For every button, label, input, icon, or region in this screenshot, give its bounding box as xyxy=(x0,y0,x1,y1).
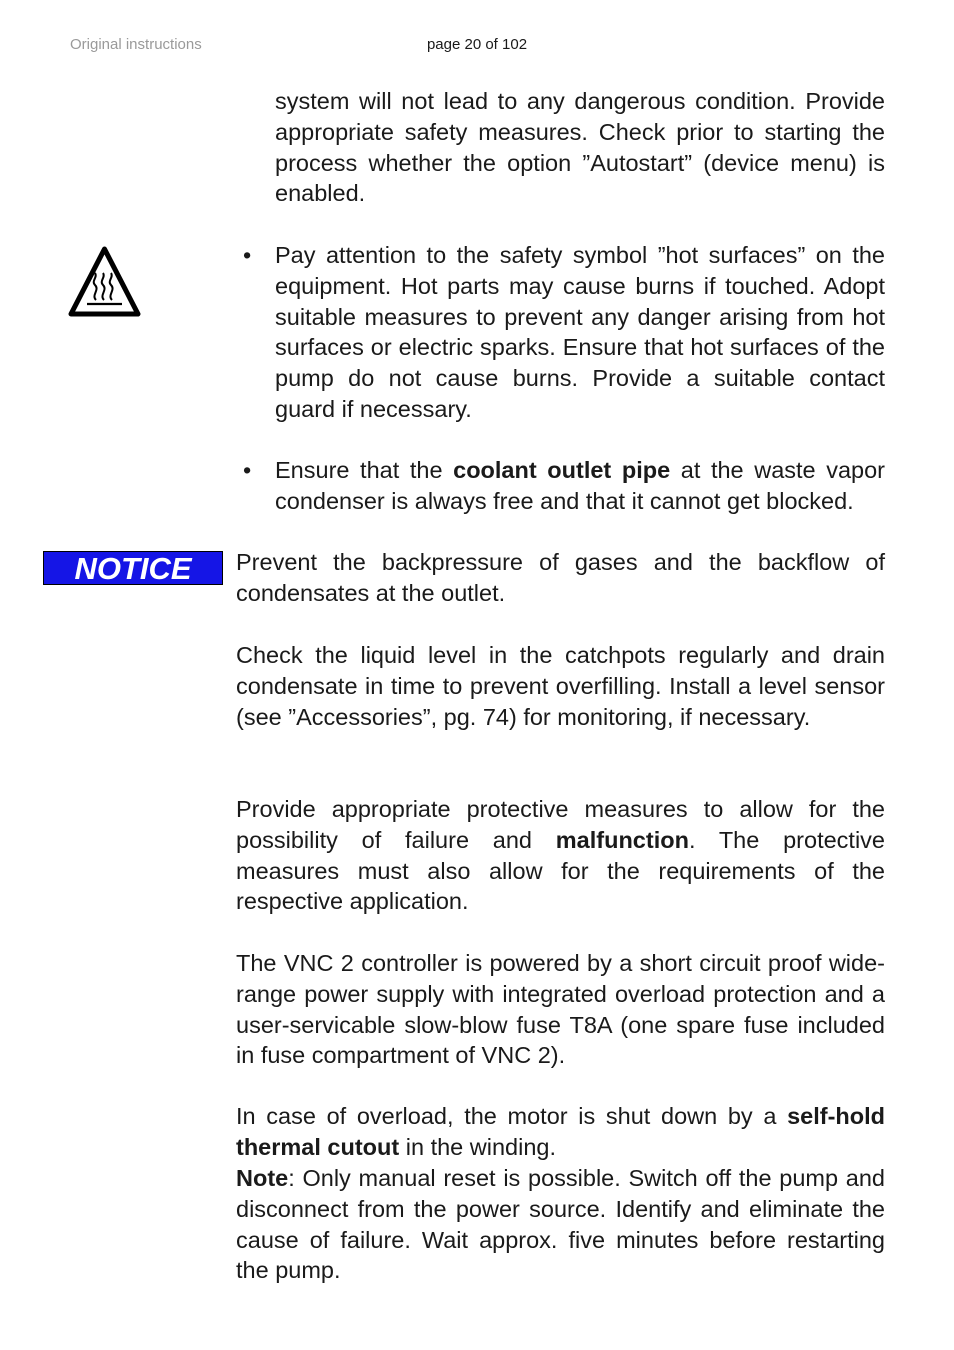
paragraph-hot-surfaces xyxy=(275,240,885,425)
paragraph-coolant-outlet xyxy=(275,455,885,517)
text-segment: . The protective measures must also allow for the requirements of the respective application. xyxy=(236,826,885,915)
text-segment: Provide appropriate protective measures to allow for the possibility of failure and xyxy=(236,796,885,853)
bullet-marker: • xyxy=(243,242,252,268)
text-segment: In case of overload, the motor is shut down by a xyxy=(236,1103,788,1129)
header-document-label: Original instructions xyxy=(70,36,202,53)
paragraph-liquid-level xyxy=(236,640,885,732)
hot-surface-warning-icon xyxy=(67,244,142,319)
text-segment: at the waste vapor condenser is always free and that it cannot get blocked. xyxy=(275,457,885,514)
header-page-number: page 20 of 102 xyxy=(426,36,528,53)
bold-text-segment: malfunction xyxy=(555,826,689,853)
bullet-marker: • xyxy=(243,457,252,483)
text-segment: Ensure that the xyxy=(275,457,454,483)
paragraph-overload xyxy=(236,1101,885,1163)
bold-text-segment: Note xyxy=(236,1165,289,1191)
text-segment: : Only manual reset is possible. Switch off the pump and disconnect from the power source. Identify and eliminate the cause of failure. Wait approx. five minutes before restarting the pump. xyxy=(236,1165,885,1284)
paragraph-backpressure xyxy=(236,547,885,609)
text-segment: in the winding. xyxy=(399,1133,556,1160)
paragraph-autostart xyxy=(275,86,885,209)
paragraph-vnc2-controller xyxy=(236,948,885,1071)
text-segment: Pay attention to the safety symbol ”hot surfaces” on the equipment. Hot parts may cause burns if touched. Adopt suitable measures to prevent any danger arising from hot surfaces or electric sparks. Ensure that hot surfaces of the pump do not cause burns. Provide a suitable contact guard if necessary. xyxy=(275,242,885,422)
bold-text-segment: coolant outlet pipe xyxy=(453,457,671,483)
notice-badge: NOTICE xyxy=(43,551,223,585)
paragraph-protective-measures xyxy=(236,794,885,917)
paragraph-note-reset xyxy=(236,1163,885,1286)
text-segment: The VNC 2 controller is powered by a short circuit proof wide-range power supply with integrated overload protection and a user-servicable slow-blow fuse T8A (one spare fuse included in fuse compartment of VNC 2). xyxy=(236,950,885,1069)
bold-text-segment: self-hold thermal cutout xyxy=(236,1103,885,1160)
text-segment: Prevent the backpressure of gases and the backflow of condensates at the outlet. xyxy=(236,549,885,606)
text-segment: system will not lead to any dangerous condition. Provide appropriate safety measures. Check prior to starting the process whether the option ”Autostart” (device menu) is enabled. xyxy=(275,88,885,207)
text-segment: Check the liquid level in the catchpots regularly and drain condensate in time to prevent overfilling. Install a level sensor (see ”Accessories”, pg. 74) for monitoring, if necessary. xyxy=(236,642,885,730)
